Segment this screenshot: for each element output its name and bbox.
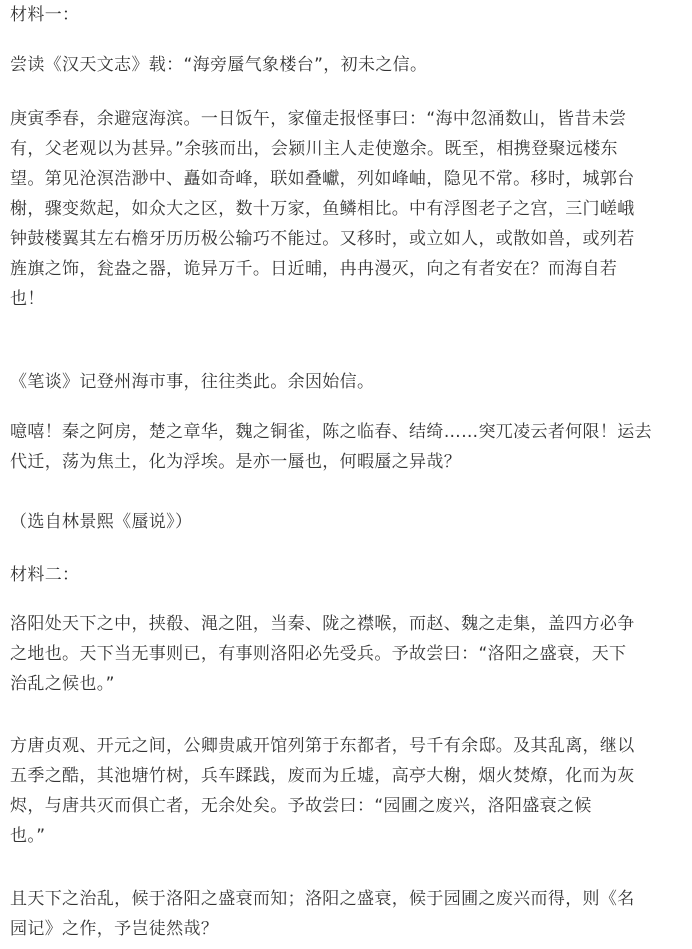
paragraph-5 [10,609,690,699]
paragraph-5-line: 之地也。天下当无事则已，有事则洛阳必先受兵。予故尝曰：“洛阳之盛衰，天下 [10,644,627,664]
paragraph-2-line: 榭，骤变欻起，如众大之区，数十万家，鱼鳞相比。中有浮图老子之宫，三门嵯峨 [10,199,635,219]
paragraph-3: 《笔谈》记登州海市事，往往类此。余因始信。 [10,372,375,392]
paragraph-4-line: 噫嘻！秦之阿房，楚之章华，魏之铜雀，陈之临春、结绮……突兀凌云者何限！运去 [10,422,652,442]
paragraph-2-line: 望。第见沧溟浩渺中、矗如奇峰，联如叠巘，列如峰岫，隐见不常。移时，城郭台 [10,169,635,189]
paragraph-2-line: 也！ [10,289,45,309]
paragraph-7 [10,884,690,944]
paragraph-6-line: 五季之酷，其池塘竹树，兵车蹂践，废而为丘墟，高亭大榭，烟火焚燎，化而为灰 [10,766,635,786]
paragraph-2-line: 庚寅季春，余避寇海滨。一日饭午，家僮走报怪事曰：“海中忽涌数山，皆昔未尝 [10,109,627,129]
paragraph-5-line: 治乱之候也。” [10,674,115,694]
source-note: （选自林景熙《蜃说》） [10,512,193,532]
paragraph-2-line: 有，父老观以为甚异。”余骇而出，会颍川主人走使邀余。既至，相携登聚远楼东 [10,139,618,159]
heading-material-2: 材料二： [10,565,80,585]
paragraph-5-line: 洛阳处天下之中，挟殽、渑之阻，当秦、陇之襟喉，而赵、魏之走集，盖四方必争 [10,614,635,634]
heading-material-1: 材料一： [10,5,80,25]
paragraph-4 [10,417,690,477]
paragraph-6-line: 方唐贞观、开元之间，公卿贵戚开馆列第于东都者，号千有余邸。及其乱离，继以 [10,736,635,756]
paragraph-6-line: 也。” [10,826,46,846]
paragraph-6 [10,731,690,851]
paragraph-2-line: 钟鼓楼翼其左右檐牙历历极公输巧不能过。又移时，或立如人，或散如兽，或列若 [10,229,635,249]
paragraph-2 [10,104,690,314]
paragraph-4-line: 代迁，荡为焦土，化为浮埃。是亦一蜃也，何暇蜃之异哉？ [10,452,462,472]
paragraph-7-line: 且天下之治乱，候于洛阳之盛衰而知；洛阳之盛衰，候于园圃之废兴而得，则《名 [10,889,635,909]
paragraph-1: 尝读《汉天文志》载：“海旁蜃气象楼台”，初未之信。 [10,55,428,75]
paragraph-6-line: 烬，与唐共灭而俱亡者，无余处矣。予故尝曰：“园圃之废兴，洛阳盛衰之候 [10,796,592,816]
paragraph-7-line: 园记》之作，予岂徒然哉？ [10,919,219,939]
paragraph-2-line: 旌旗之饰，瓮盎之器，诡异万千。日近晡，冉冉漫灭，向之有者安在？而海自若 [10,259,618,279]
